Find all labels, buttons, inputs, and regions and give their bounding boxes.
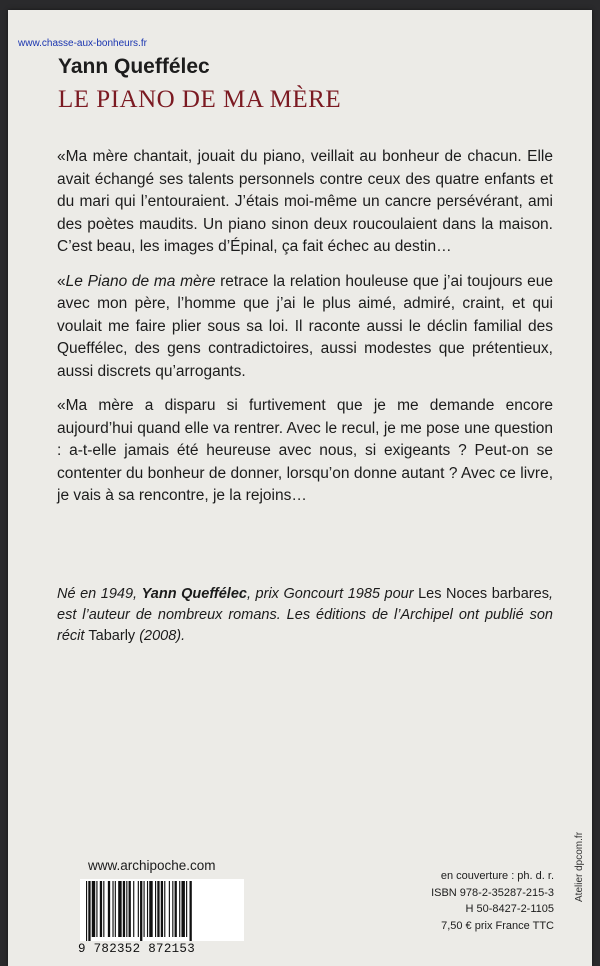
blurb-paragraph-1: «Ma mère chantait, jouait du piano, veillait au bonheur de chacun. Elle avait échangé ses talents personnels contre ceux des quatre enfants et du mari qui l’entouraient. J’étais moi-même un cancre persévérant, ami des poètes maudits. Un piano sinon deux roucoulaient dans la maison. C’est beau, les images d’Épinal, ça fait échec au destin… — [57, 148, 553, 255]
isbn-barcode — [80, 879, 244, 941]
barcode-bar — [175, 881, 177, 937]
barcode-bar — [96, 881, 97, 937]
bio-book-1: Les Noces barbares — [418, 586, 549, 602]
barcode-bar — [147, 881, 148, 937]
barcode-bar — [157, 881, 159, 937]
bio-author-name: Yann Queffélec — [141, 586, 247, 602]
cover-credit: en couverture : ph. d. r. — [440, 870, 554, 882]
bio-prize: , prix Goncourt 1985 pour — [246, 586, 419, 602]
bio-middle: , est l’auteur de nombreux romans. Les éditions de l’Archipel ont publié son récit — [57, 586, 553, 644]
barcode-bar — [190, 881, 192, 941]
barcode-bar — [144, 881, 145, 937]
isbn: ISBN 978-2-35287-215-3 — [431, 886, 554, 899]
barcode-bar — [126, 881, 127, 937]
barcode-bar — [129, 881, 131, 937]
bio-born: Né en 1949, — [57, 586, 142, 602]
barcode-bar — [92, 881, 95, 937]
bio-end: (2008). — [135, 628, 186, 644]
blurb-paragraph-3: «Ma mère a disparu si furtivement que je me demande encore aujourd’hui quand elle va rentrer. Avec le recul, je me pose une question : a-t-elle jamais été heureuse avec nous, si exigeants ? Peut-on se contenter du bonheur de donner, lorsqu’on donne autant ? Avec ce livre, je vais à sa rencontre, je la rejoins… — [57, 397, 553, 504]
barcode-bar — [155, 881, 156, 937]
watermark: www.chasse-aux-bonheurs.fr — [18, 38, 147, 49]
barcode-bar — [123, 881, 125, 937]
barcode-bar — [86, 881, 87, 941]
barcode-bar — [118, 881, 121, 937]
open-quote: « — [57, 272, 66, 290]
barcode-bar — [172, 881, 173, 937]
barcode-bar — [115, 881, 116, 937]
barcode-bar — [186, 881, 187, 937]
barcode-bar — [181, 881, 184, 937]
barcode-bar — [100, 881, 102, 937]
author-name: Yann Queffélec — [58, 55, 210, 78]
barcode-bar — [133, 881, 134, 937]
author-bio — [57, 584, 553, 647]
publication-info — [430, 868, 554, 934]
blurb — [57, 146, 553, 520]
bio-book-2: Tabarly — [88, 628, 136, 644]
barcode-bar — [103, 881, 104, 937]
barcode-bar — [161, 881, 163, 937]
barcode-bar — [140, 881, 142, 941]
barcode-digits: 9 782352 872153 — [78, 942, 196, 956]
publisher-website: www.archipoche.com — [88, 858, 216, 873]
book-title: LE PIANO DE MA MÈRE — [58, 86, 342, 113]
barcode-bar — [138, 881, 139, 937]
barcode-bar — [88, 881, 90, 941]
barcode-bar — [164, 881, 165, 937]
barcode-bar — [112, 881, 113, 937]
blurb-paragraph-2-text: retrace la relation houleuse que j’ai toujours eue avec mon père, l’homme que j’ai le plus aimé, admiré, craint, et qui voulait me faire plier sous sa loi. Il raconte aussi le déclin familial des Queffélec, des gens contradictoires, aussi modestes que prétentieux, aussi discrets qu’arrogants. — [57, 272, 553, 380]
design-credit: Atelier dpcom.fr — [574, 831, 585, 902]
barcode-bar — [149, 881, 152, 937]
barcode-bar — [179, 881, 180, 937]
barcode-bar — [108, 881, 110, 937]
blurb-paragraph-2 — [57, 271, 553, 384]
barcode-bar — [169, 881, 170, 937]
price: 7,50 € prix France TTC — [441, 919, 554, 932]
book-title-italic: Le Piano de ma mère — [65, 272, 216, 290]
product-code: H 50-8427-2-1105 — [465, 903, 554, 915]
